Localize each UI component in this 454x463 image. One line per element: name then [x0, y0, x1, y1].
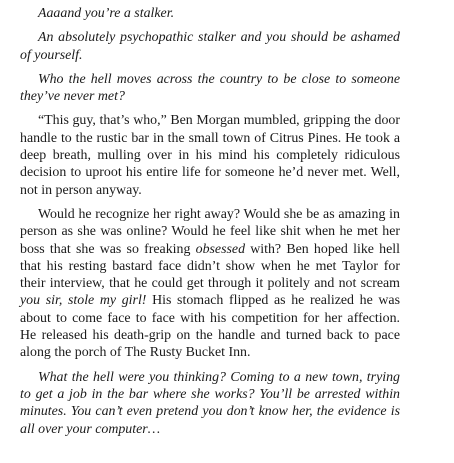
paragraph-text: with? Ben hoped like hell that his resting bastard face didn’t show when he met Taylor for their interview, that he could get through it politely and not scream [20, 241, 400, 292]
paragraph-text: “This guy, that’s who,” Ben Morgan mumbled, gripping the door handle to the rustic bar in the small town of Citrus Pines. He took a deep breath, mulling over in his mind his completely ridiculous decision to uproot his entire life for someone he’d never met. Well, not in person anyway. [20, 113, 400, 198]
paragraph-1 [20, 5, 400, 22]
paragraph-4 [20, 112, 400, 198]
paragraph-6 [20, 369, 400, 438]
paragraph-text: An absolutely psychopathic stalker and you should be ashamed of yourself. [20, 30, 400, 63]
book-page [20, 5, 400, 445]
emphasis-text: you sir, stole my girl! [20, 293, 147, 309]
paragraph-text: His stomach flipped as he realized he was about to come face to face with his competition for her affection. He released his death-grip on the handle and turned back to pace along the porch of The Rusty Bucket Inn. [20, 293, 400, 361]
paragraph-3 [20, 71, 400, 106]
paragraph-text: Would he recognize her right away? Would she be as amazing in person as she was online? Would he feel like shit when he met her boss that she was so freaking [20, 206, 400, 257]
emphasis-text: obsessed [195, 241, 246, 257]
paragraph-text: What the hell were you thinking? Coming to a new town, trying to get a job in the bar where she works? You’ll be arrested within minutes. You can’t even pretend you don’t know her, the evidence is all over your computer… [20, 369, 400, 437]
paragraph-text: Who the hell moves across the country to be close to someone they’ve never met? [20, 71, 400, 105]
paragraph-2 [20, 29, 400, 64]
paragraph-5 [20, 206, 400, 362]
paragraph-text: Aaaand you’re a stalker. [38, 6, 175, 21]
